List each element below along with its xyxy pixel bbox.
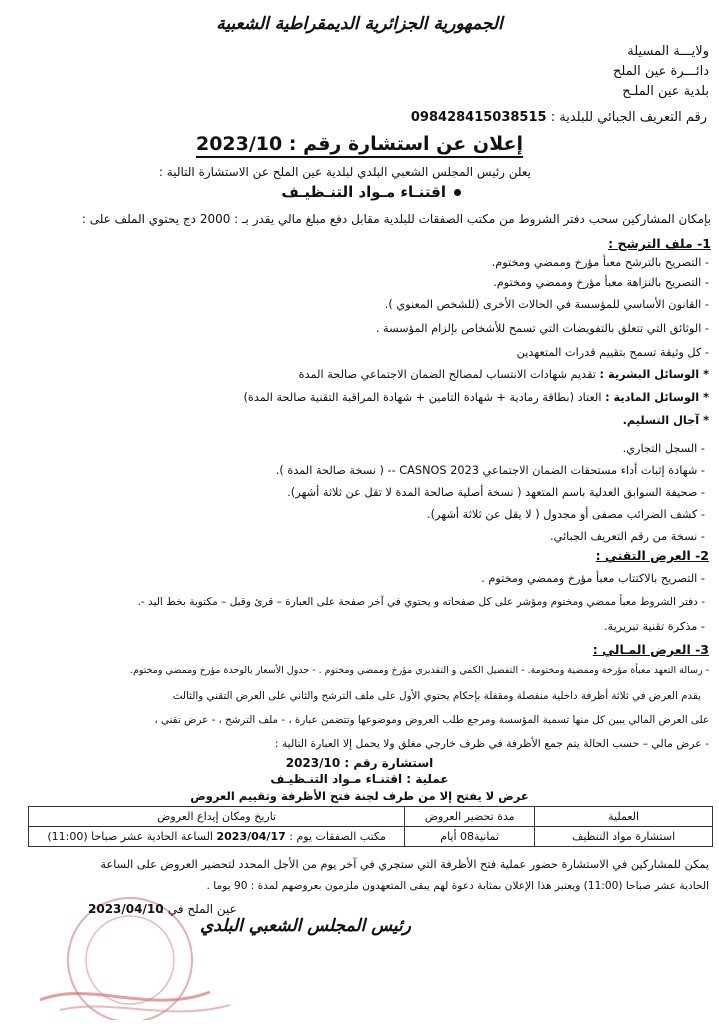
table-cell-duration: ثمانية08 أيام xyxy=(405,827,535,847)
envelope-line1: استشارة رقم : 2023/10 xyxy=(285,756,434,770)
table-header-row xyxy=(29,807,713,827)
closing-line2: الحادية عشر صباحا (11:00) ويعتبر هذا الإعلان بمثابة دعوة لهم يبقى المتعهدون ملزمون بعروضهم لمدة : 90 يوما . xyxy=(206,880,709,892)
list-item: - القانون الأساسي للمؤسسة في الحالات الأخرى (للشخص المعنوي ). xyxy=(384,298,709,311)
list-item: - كشف الضرائب مصفى أو مجدول ( لا يقل عن ثلاثة أشهر). xyxy=(427,508,705,521)
official-stamp xyxy=(0,880,300,1020)
tax-id-label: رقم التعريف الجبائي للبلدية : xyxy=(550,110,707,125)
table-cell-operation: استشارة مواد التنظيف xyxy=(535,827,713,847)
announcement-title: إعلان عن استشارة رقم : 2023/10 xyxy=(0,133,719,155)
list-item: - الوثائق التي تتعلق بالتفويضات التي تسمح للأشخاص بإلزام المؤسسة . xyxy=(375,322,709,335)
commune-label: بلدية عين الملـح xyxy=(622,84,709,99)
section1-title: 1- ملف الترشح : xyxy=(608,236,711,251)
daira-label: دائـــرة عين الملح xyxy=(612,64,709,79)
section3-title: 3- العرض المـالي : xyxy=(592,642,709,657)
delivery-label: * آجال التسليم. xyxy=(622,414,709,427)
table-header-cell: تاريخ ومكان إيداع العروض xyxy=(29,807,405,827)
file-note: بإمكان المشاركين سحب دفتر الشروط من مكتب الصفقات للبلدية مقابل دفع مبلغ مالي يقدر بـ : 2000 دج يحتوي الملف على : xyxy=(81,212,711,226)
paragraph-line: يقدم العرض في ثلاثة أظرفة داخلية منفصلة ومقفلة بإحكام يحتوي الأول على ملف الترشح والثاني على العرض التقني والثالث xyxy=(172,690,701,702)
paragraph-line: - عرض مالي – حسب الحالة يتم جمع الأظرفة في ظرف خارجي مغلق ولا يحمل إلا العبارة التالية : xyxy=(274,737,709,750)
wilaya-label: ولايـــة المسيلة xyxy=(627,44,709,59)
list-item: - كل وثيقة تسمح بتقييم قدرات المتعهدين xyxy=(516,346,709,359)
signature-title: رئيس المجلس الشعبي البلدي xyxy=(200,916,411,936)
list-item: - التصريح بالاكتتاب معبأ مؤرخ وممضي ومختوم . xyxy=(481,572,705,585)
list-item: - التصريح بالنزاهة معبأ مؤرخ وممضي ومختوم. xyxy=(493,276,709,289)
envelope-line2: عملية : اقتنـاء مـواد التنـظيـف xyxy=(270,772,449,786)
list-item: - دفتر الشروط معبأ ممضي ومختوم ومؤشر على كل صفحاته و يحتوي في آخر صفحة على العبارة – قرئ وقبل – مكتوبة بخط اليد -. xyxy=(137,596,705,608)
deposit-table xyxy=(28,806,713,847)
list-item: - التصريح بالترشح معبأ مؤرخ وممضي ومختوم. xyxy=(491,256,709,269)
list-item: - مذكرة تقنية تبريرية. xyxy=(603,620,705,633)
table-row xyxy=(29,827,713,847)
intro-text: يعلن رئيس المجلس الشعبي البلدي لبلدية عين الملح عن الاستشارة التالية : xyxy=(158,165,531,179)
list-item: - نسخة من رقم التعريف الجبائي. xyxy=(549,530,705,543)
table-header-cell: مدة تحضير العروض xyxy=(405,807,535,827)
material-means-line: * الوسائل المادية : العتاد (بطاقة رمادية + شهادة التامين + شهادة المراقبة التقنية صالحة المدة) xyxy=(243,391,709,404)
closing-line1: يمكن للمشاركين في الاستشارة حضور عملية فتح الأظرفة التي ستجري في آخر يوم من الأجل المحدد لتحضير العروض على الساعة xyxy=(100,858,709,871)
table-cell-deposit: مكتب الصفقات يوم : 2023/04/17 الساعة الحادية عشر صباحا (11:00) xyxy=(29,827,405,847)
list-item: - السجل التجاري. xyxy=(622,442,705,455)
paragraph-line: على العرض المالي يبين كل منها تسمية المؤسسة ومرجع طلب العروض وموضوعها وتتضمن عبارة ، - ملف الترشح ، - عرض تقني ، xyxy=(154,714,709,726)
tax-id-value: 098428415038515 xyxy=(410,110,547,125)
envelope-line3: عرض لا يفتح إلا من طرف لجنة فتح الأظرفة وتقييم العروض xyxy=(190,789,529,803)
subject-line: اقتنـاء مـواد التنـظيـف xyxy=(281,183,461,201)
section2-title: 2- العرض التقني : xyxy=(595,548,709,563)
list-item: - رسالة التعهد معبأة مؤرخة وممضية ومختومة. - التفصيل الكمي و التقديري مؤرخ وممضي ومختوم . - جدول الأسعار بالوحدة مؤرخ وممضي ومختوم. xyxy=(129,665,709,676)
signature-place: عين الملح في : xyxy=(160,902,237,916)
list-item: - صحيفة السوابق العدلية باسم المتعهد ( نسخة أصلية صالحة المدة لا تقل عن ثلاثة أشهر). xyxy=(287,486,705,499)
list-item: - شهادة إثبات أداء مستحقات الضمان الاجتماعي CASNOS 2023 -- ( نسخة صالحة المدة ). xyxy=(275,464,705,477)
signature-date: 2023/04/10 xyxy=(88,902,164,916)
table-header-cell: العملية xyxy=(535,807,713,827)
tax-id-line xyxy=(411,110,707,125)
human-means-line: * الوسائل البشرية : تقديم شهادات الانتساب لمصالح الضمان الاجتماعي صالحة المدة xyxy=(298,368,709,381)
bullet-icon xyxy=(454,189,461,196)
republic-header: الجمهورية الجزائرية الديمقراطية الشعبية xyxy=(216,14,503,34)
